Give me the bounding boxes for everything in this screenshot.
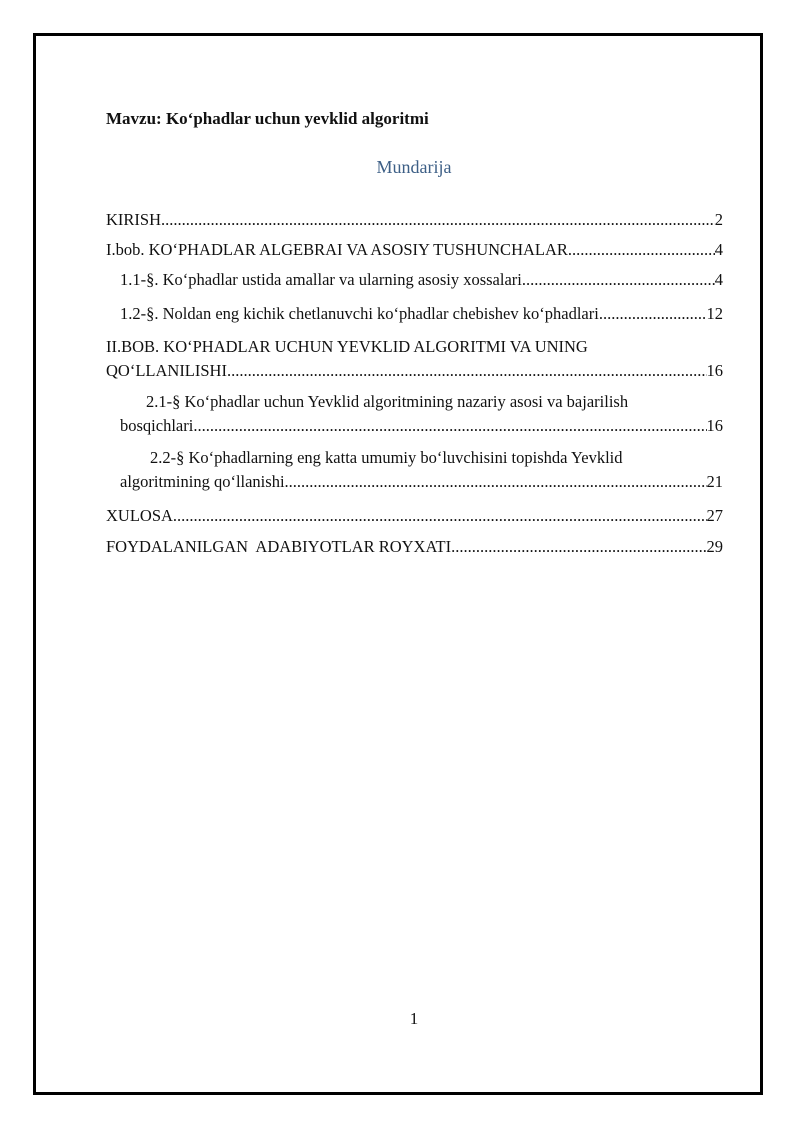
toc-entry-page: 21 bbox=[706, 472, 723, 491]
toc-entry-section-2-1[interactable] bbox=[120, 390, 723, 438]
toc-entry-label: XULOSA bbox=[106, 506, 173, 525]
toc-entry-label: QO‘LLANILISHI bbox=[106, 361, 227, 380]
toc-entry-page: 4 bbox=[714, 240, 723, 259]
toc-entry-label: 1.1-§. Ko‘phadlar ustida amallar va ularning asosiy xossalari bbox=[120, 270, 522, 289]
toc-entry-label: bosqichlari bbox=[120, 416, 194, 435]
subject-title: Mavzu: Ko‘phadlar uchun yevklid algoritmi bbox=[106, 109, 429, 128]
toc-leader-dots bbox=[285, 470, 707, 494]
toc-entry-first-line: 2.1-§ Ko‘phadlar uchun Yevklid algoritmining nazariy asosi va bajarilish bbox=[146, 392, 629, 411]
toc-entry-label: algoritmining qo‘llanishi bbox=[120, 472, 285, 491]
toc-entry-page: 27 bbox=[706, 506, 723, 525]
toc-entry-page: 29 bbox=[706, 537, 723, 556]
toc-entry-page: 16 bbox=[706, 416, 723, 435]
toc-entry-first-line: II.BOB. KO‘PHADLAR UCHUN YEVKLID ALGORITMI VA UNING bbox=[106, 337, 588, 356]
toc-entry-page: 2 bbox=[714, 210, 723, 229]
toc-leader-dots bbox=[161, 208, 715, 232]
toc-leader-dots bbox=[522, 268, 715, 292]
toc-leader-dots bbox=[193, 414, 706, 438]
page-number: 1 bbox=[409, 1009, 419, 1028]
toc-entry-chapter-1[interactable] bbox=[106, 238, 723, 262]
toc-entry-section-1-1[interactable] bbox=[120, 268, 723, 292]
toc-entry-kirish[interactable] bbox=[106, 208, 723, 232]
toc-entry-page: 12 bbox=[706, 304, 723, 323]
toc-entry-label: I.bob. KO‘PHADLAR ALGEBRAI VA ASOSIY TUSHUNCHALAR bbox=[106, 240, 568, 259]
page-border bbox=[33, 33, 763, 1095]
toc-entry-section-2-2[interactable] bbox=[120, 446, 723, 494]
toc-entry-xulosa[interactable] bbox=[106, 504, 723, 528]
toc-entry-label: FOYDALANILGAN ADABIYOTLAR ROYXATI bbox=[106, 537, 452, 556]
toc-heading: Mundarija bbox=[376, 157, 452, 177]
toc-leader-dots bbox=[227, 359, 707, 383]
toc-entry-label: 1.2-§. Noldan eng kichik chetlanuvchi ko‘phadlar chebishev ko‘phadlari bbox=[120, 304, 599, 323]
toc-entry-references[interactable] bbox=[106, 535, 723, 559]
toc-entry-section-1-2[interactable] bbox=[120, 302, 723, 326]
toc-entry-label: KIRISH bbox=[106, 210, 162, 229]
toc-entry-page: 4 bbox=[714, 270, 723, 289]
toc-leader-dots bbox=[451, 535, 706, 559]
toc-entry-first-line: 2.2-§ Ko‘phadlarning eng katta umumiy bo‘luvchisini topishda Yevklid bbox=[150, 448, 623, 467]
toc-entry-page: 16 bbox=[706, 361, 723, 380]
toc-leader-dots bbox=[568, 238, 715, 262]
toc-entry-chapter-2[interactable] bbox=[106, 335, 723, 383]
toc-leader-dots bbox=[173, 504, 707, 528]
toc-leader-dots bbox=[599, 302, 707, 326]
